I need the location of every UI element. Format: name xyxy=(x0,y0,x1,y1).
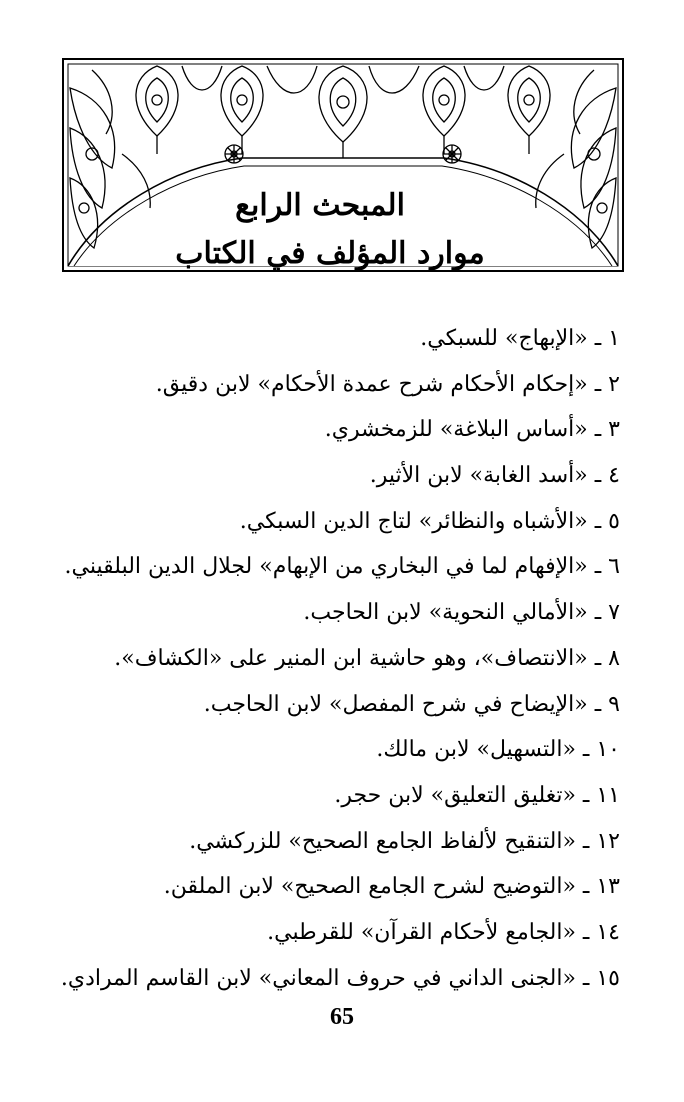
list-item: ٨ ـ «الانتصاف»، وهو حاشية ابن المنير على «الكشاف». xyxy=(114,645,620,671)
list-item: ٩ ـ «الإيضاح في شرح المفصل» لابن الحاجب. xyxy=(203,691,620,717)
section-subtitle: موارد المؤلف في الكتاب xyxy=(175,236,485,271)
list-item: ٤ ـ «أسد الغابة» لابن الأثير. xyxy=(369,463,620,489)
list-item: ١٠ ـ «التسهيل» لابن مالك. xyxy=(376,737,620,763)
source-list xyxy=(60,316,620,1001)
page-number: 65 xyxy=(330,1004,354,1030)
list-item: ٣ ـ «أساس البلاغة» للزمخشري. xyxy=(324,417,620,443)
list-item: ١٤ ـ «الجامع لأحكام القرآن» للقرطبي. xyxy=(267,919,620,945)
list-item: ٥ ـ «الأشباه والنظائر» لتاج الدين السبكي. xyxy=(239,508,620,534)
list-item: ١ ـ «الإبهاج» للسبكي. xyxy=(420,326,620,351)
list-item: ١٥ ـ «الجنى الداني في حروف المعاني» لابن القاسم المرادي. xyxy=(60,965,620,991)
list-item: ١٣ ـ «التوضيح لشرح الجامع الصحيح» لابن الملقن. xyxy=(163,874,620,900)
list-item: ٦ ـ «الإفهام لما في البخاري من الإبهام» لجلال الدين البلقيني. xyxy=(64,554,620,580)
section-title: المبحث الرابع xyxy=(235,188,405,223)
list-item: ١٢ ـ «التنقيح لألفاظ الجامع الصحيح» للزركشي. xyxy=(189,828,620,854)
list-item: ١١ ـ «تغليق التعليق» لابن حجر. xyxy=(334,782,620,808)
list-item: ٢ ـ «إحكام الأحكام شرح عمدة الأحكام» لابن دقيق. xyxy=(155,371,620,397)
list-item: ٧ ـ «الأمالي النحوية» لابن الحاجب. xyxy=(303,600,620,626)
